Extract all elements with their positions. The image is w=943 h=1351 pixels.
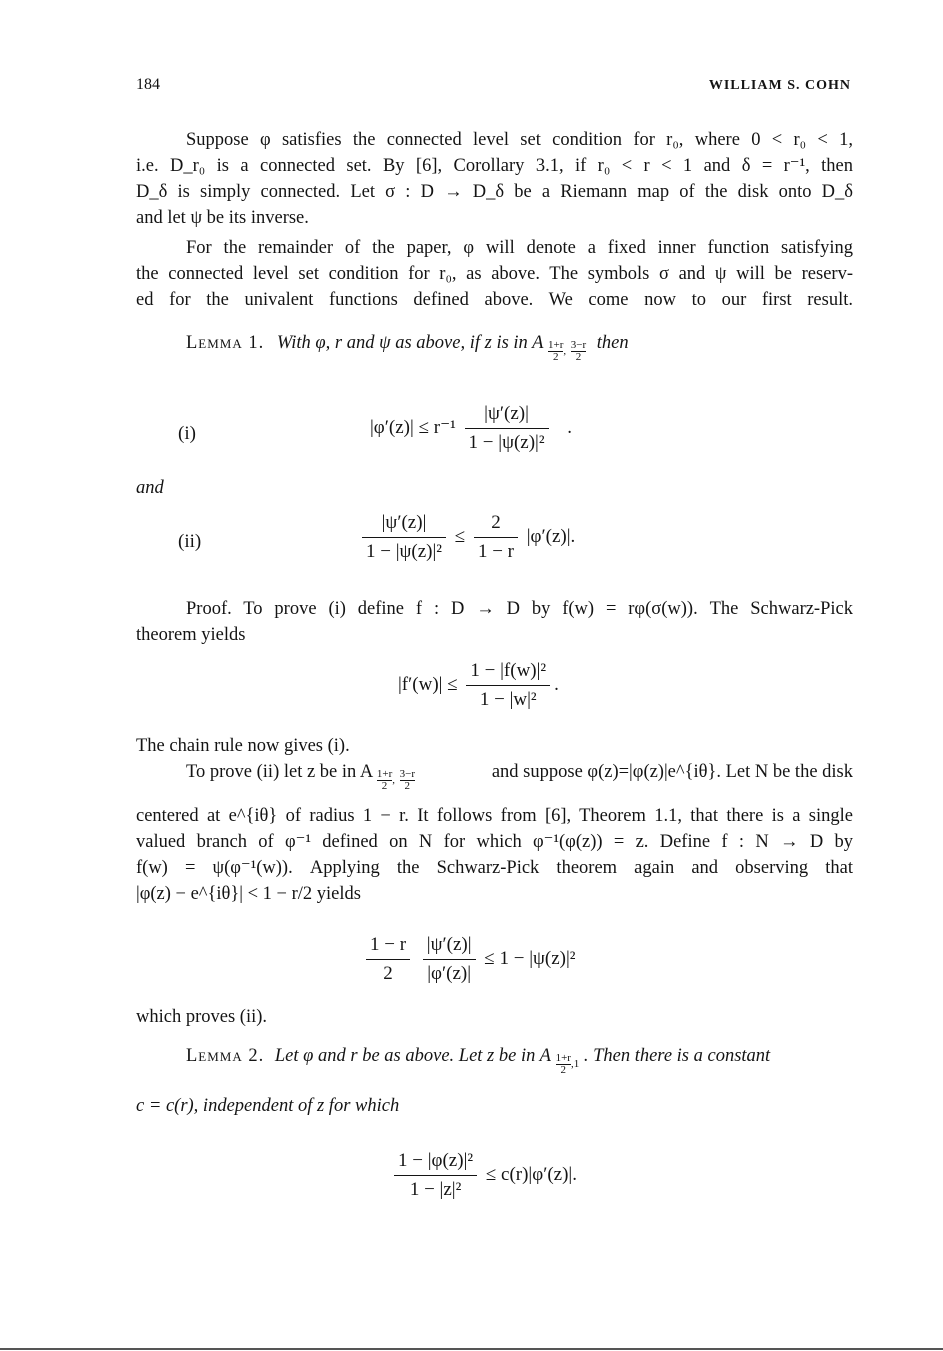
subscript-fraction: $\frac{1+r}{2}$ [555,1052,571,1076]
text-line: f(w) = ψ(φ⁻¹(w)). Applying the Schwarz-Pick theorem again and observing that [136,858,853,878]
equation-3: |f′(w)| ≤ $\frac{\text{1 − |f(w)|²}}{\text{1 − |w|²}}$ . [398,660,559,710]
text-line: |φ(z) − e^{iθ}| < 1 − r/2 yields [136,884,361,904]
proof-2-line-1b: and suppose φ(z)=|φ(z)|e^{iθ}. Let N be the disk [491,762,853,782]
text-line: Proof. To prove (i) define f : D → D by f(w) = rφ(σ(w)). The Schwarz-Pick [186,599,853,619]
lemma-2-statement: Lemma 2. Let φ and r be as above. Let z be in A $\frac{1+r}{2}$ $_{,1}$ . Then there is a constant [186,1046,771,1076]
equation-5: $\frac{\text{1 − |φ(z)|²}}{\text{1 − |z|²}}$ ≤ c(r)|φ′(z)|. [390,1150,577,1201]
proof-paragraph-1 [136,596,853,648]
lemma-2-line-2: c = c(r), independent of z for which [136,1096,400,1116]
proof-2-line-1a: To prove (ii) let z be in A $\frac{1+r}{2}$ $_,$ $\frac{3-r}{2}$ [186,762,415,792]
lemma-1-text: With φ, r and ψ as above, if z is in A [276,333,544,353]
equation-4: $\frac{1 - r}{2}$ $\frac{|\psi'(z)|}{|\varphi'(z)|}$ ≤ 1 − |ψ(z)|² [362,934,575,985]
eq-4-fraction-1: $\frac{1 - r}{2}$ [366,934,410,985]
eq-2-fraction-left: $\frac{|\psi'(z)|}{\text{1 − |ψ(z)|²}}$ [362,512,446,563]
text-line: Suppose φ satisfies the connected level set condition for r₀, where 0 < r₀ < 1, [186,130,853,150]
text-line: D_δ is simply connected. Let σ : D → D_δ be a Riemann map of the disk onto D_δ [136,182,853,202]
equation-2: $\frac{|\psi'(z)|}{\text{1 − |ψ(z)|²}}$ ≤ $\frac{2}{1 - r}$ |φ′(z)|. [358,512,575,563]
text-line: and let ψ be its inverse. [136,208,309,228]
eq-1-label: (i) [178,423,196,444]
text-line: For the remainder of the paper, φ will denote a fixed inner function satisfying [186,238,853,258]
page-number: 184 [136,76,160,93]
which-proves-text: which proves (ii). [136,1007,268,1027]
text-line: the connected level set condition for r₀, as above. The symbols σ and ψ will be reserv- [136,264,853,284]
eq-2-fraction-right: $\frac{2}{1 - r}$ [474,512,518,563]
text-line: centered at e^{iθ} of radius 1 − r. It follows from [6], Theorem 1.1, that there is a single [136,806,853,826]
eq-1-lhs: |φ′(z)| ≤ r⁻¹ [370,416,456,438]
eq-3-fraction: $\frac{\text{1 − |f(w)|²}}{\text{1 − |w|²}}$ [466,660,550,711]
lemma-1-then: then [596,333,629,353]
eq-1-fraction: $\frac{|\psi'(z)|}{\text{1 − |ψ(z)|²}}$ [465,403,549,454]
subscript-fraction: $\frac{3-r}{2}$ [399,768,415,792]
lemma-1-statement: Lemma 1. With φ, r and ψ as above, if z is in A $\frac{1+r}{2}$ $_,$ $\frac{3-r}{2}$ then [186,333,629,363]
eq-4-fraction-2: $\frac{|\psi'(z)|}{|\varphi'(z)|}$ [423,934,476,985]
and-text: and [136,478,164,498]
eq-5-fraction: $\frac{\text{1 − |φ(z)|²}}{\text{1 − |z|²}}$ [394,1150,477,1201]
text-line: ed for the univalent functions defined above. We come now to our first result. [136,290,853,310]
paragraph-1 [136,127,853,231]
text-line: i.e. D_r₀ is a connected set. By [6], Corollary 3.1, if r₀ < r < 1 and δ = r⁻¹, then [136,156,853,176]
text-line: valued branch of φ⁻¹ defined on N for which φ⁻¹(φ(z)) = z. Define f : N → D by [136,832,853,852]
equation-1: |φ′(z)| ≤ r⁻¹ $\frac{|\psi'(z)|}{\text{1 − |ψ(z)|²}}$ . [370,403,573,453]
chain-rule-text: The chain rule now gives (i). [136,736,350,756]
running-title: WILLIAM S. COHN [708,78,851,93]
subscript-fraction: $\frac{3-r}{2}$ [570,339,587,363]
proof-paragraph-2 [136,803,853,907]
text-line: theorem yields [136,625,246,645]
lemma-1-label: Lemma 1. [186,333,265,353]
subscript-fraction: $\frac{1+r}{2}$ [548,339,564,363]
lemma-2-label: Lemma 2. [186,1046,265,1066]
page-bottom-edge [0,1348,943,1350]
paragraph-2 [136,235,853,313]
subscript-fraction: $\frac{1+r}{2}$ [376,768,393,792]
eq-2-label: (ii) [178,531,202,552]
